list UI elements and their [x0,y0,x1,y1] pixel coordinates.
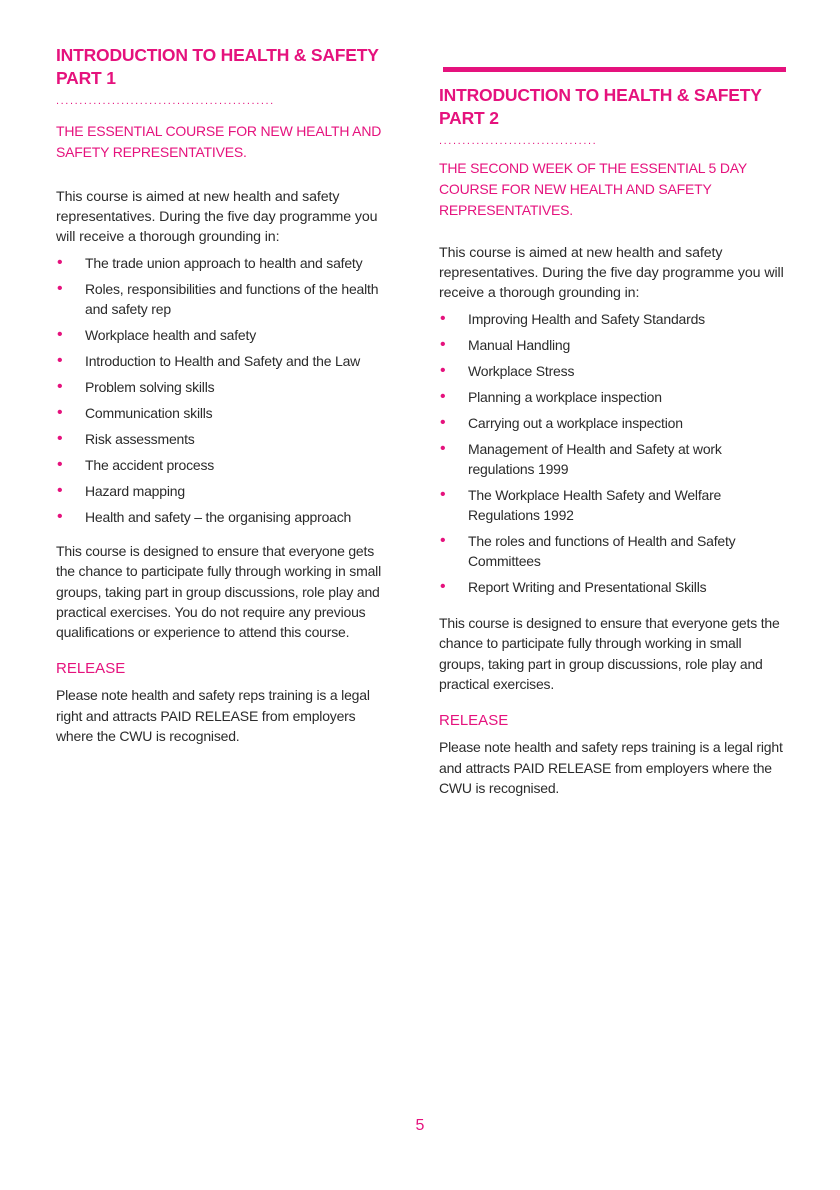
topic-list [56,253,396,527]
list-item: • The roles and functions of Health and Safety Committees [440,532,736,569]
release-heading: RELEASE [439,712,509,730]
title-line-1: INTRODUCTION TO HEALTH & SAFETY [56,45,379,65]
course-subtitle: THE ESSENTIAL COURSE FOR NEW HEALTH AND SAFETY REPRESENTATIVES. [56,123,382,160]
list-item: • Report Writing and Presentational Skills [440,578,707,595]
list-item: • The accident process [57,456,215,473]
release-text: Please note health and safety reps training is a legal right and attracts PAID RELEASE from employers where the CWU is recognised. [56,687,370,745]
bullet-icon: • [440,310,446,327]
bullet-icon: • [440,388,446,405]
bullet-icon: • [440,362,446,379]
list-item: • Planning a workplace inspection [440,388,662,405]
list-item: • Improving Health and Safety Standards [440,310,705,327]
list-item: • Manual Handling [440,336,571,353]
bullet-icon: • [57,482,63,499]
list-item: • Introduction to Health and Safety and the Law [57,352,361,369]
bullet-icon: • [57,404,63,421]
bullet-icon: • [57,430,63,447]
bullet-icon: • [57,352,63,369]
course-title-part-2 [439,84,789,130]
release-text: Please note health and safety reps training is a legal right and attracts PAID RELEASE from employers where the CWU is recognised. [439,739,783,797]
title-line-1: INTRODUCTION TO HEALTH & SAFETY [439,85,762,105]
course-description: This course is designed to ensure that everyone gets the chance to participate fully through working in small groups, taking part in group discussions, role play and practical exercises. [439,615,780,692]
list-item: • Risk assessments [57,430,195,447]
dotted-divider: ............................................... [56,96,275,106]
course-part-2 [439,67,789,799]
bullet-icon: • [440,532,446,549]
list-item: • Carrying out a workplace inspection [440,414,683,431]
title-line-2: PART 1 [56,68,116,88]
course-intro: This course is aimed at new health and safety representatives. During the five day programme you will receive a thorough grounding in: [439,245,784,301]
course-part-1 [56,44,396,747]
list-item: • Roles, responsibilities and functions of the health and safety rep [57,280,379,317]
list-item: • The trade union approach to health and safety [57,254,363,271]
bullet-icon: • [440,440,446,457]
release-heading: RELEASE [56,660,126,678]
bullet-icon: • [57,326,63,343]
list-item: • Problem solving skills [57,378,215,395]
bullet-icon: • [57,280,63,297]
dotted-divider: .................................. [439,136,598,146]
course-subtitle: THE SECOND WEEK OF THE ESSENTIAL 5 DAY COURSE FOR NEW HEALTH AND SAFETY REPRESENTATIVES. [439,160,747,218]
list-item: • Management of Health and Safety at work regulations 1999 [440,440,722,477]
page-number: 5 [415,1117,425,1134]
bullet-icon: • [440,414,446,431]
list-item: • The Workplace Health Safety and Welfare Regulations 1992 [440,486,722,523]
bullet-icon: • [440,578,446,595]
list-item: • Workplace Stress [440,362,575,379]
course-intro: This course is aimed at new health and safety representatives. During the five day programme you will receive a thorough grounding in: [56,189,378,245]
bullet-icon: • [440,336,446,353]
list-item: • Communication skills [57,404,213,421]
course-title-part-1 [56,44,396,90]
title-line-2: PART 2 [439,108,499,128]
bullet-icon: • [57,456,63,473]
list-item: • Health and safety – the organising approach [57,508,352,525]
topic-list [439,309,789,597]
bullet-icon: • [57,378,63,395]
list-item: • Workplace health and safety [57,326,257,343]
bullet-icon: • [57,254,63,271]
course-description: This course is designed to ensure that everyone gets the chance to participate fully through working in small groups, taking part in group discussions, role play and practical exercises. You do not require any previous qualifications or experience to attend this course. [56,543,381,641]
list-item: • Hazard mapping [57,482,185,499]
bullet-icon: • [440,486,446,503]
bullet-icon: • [57,508,63,525]
